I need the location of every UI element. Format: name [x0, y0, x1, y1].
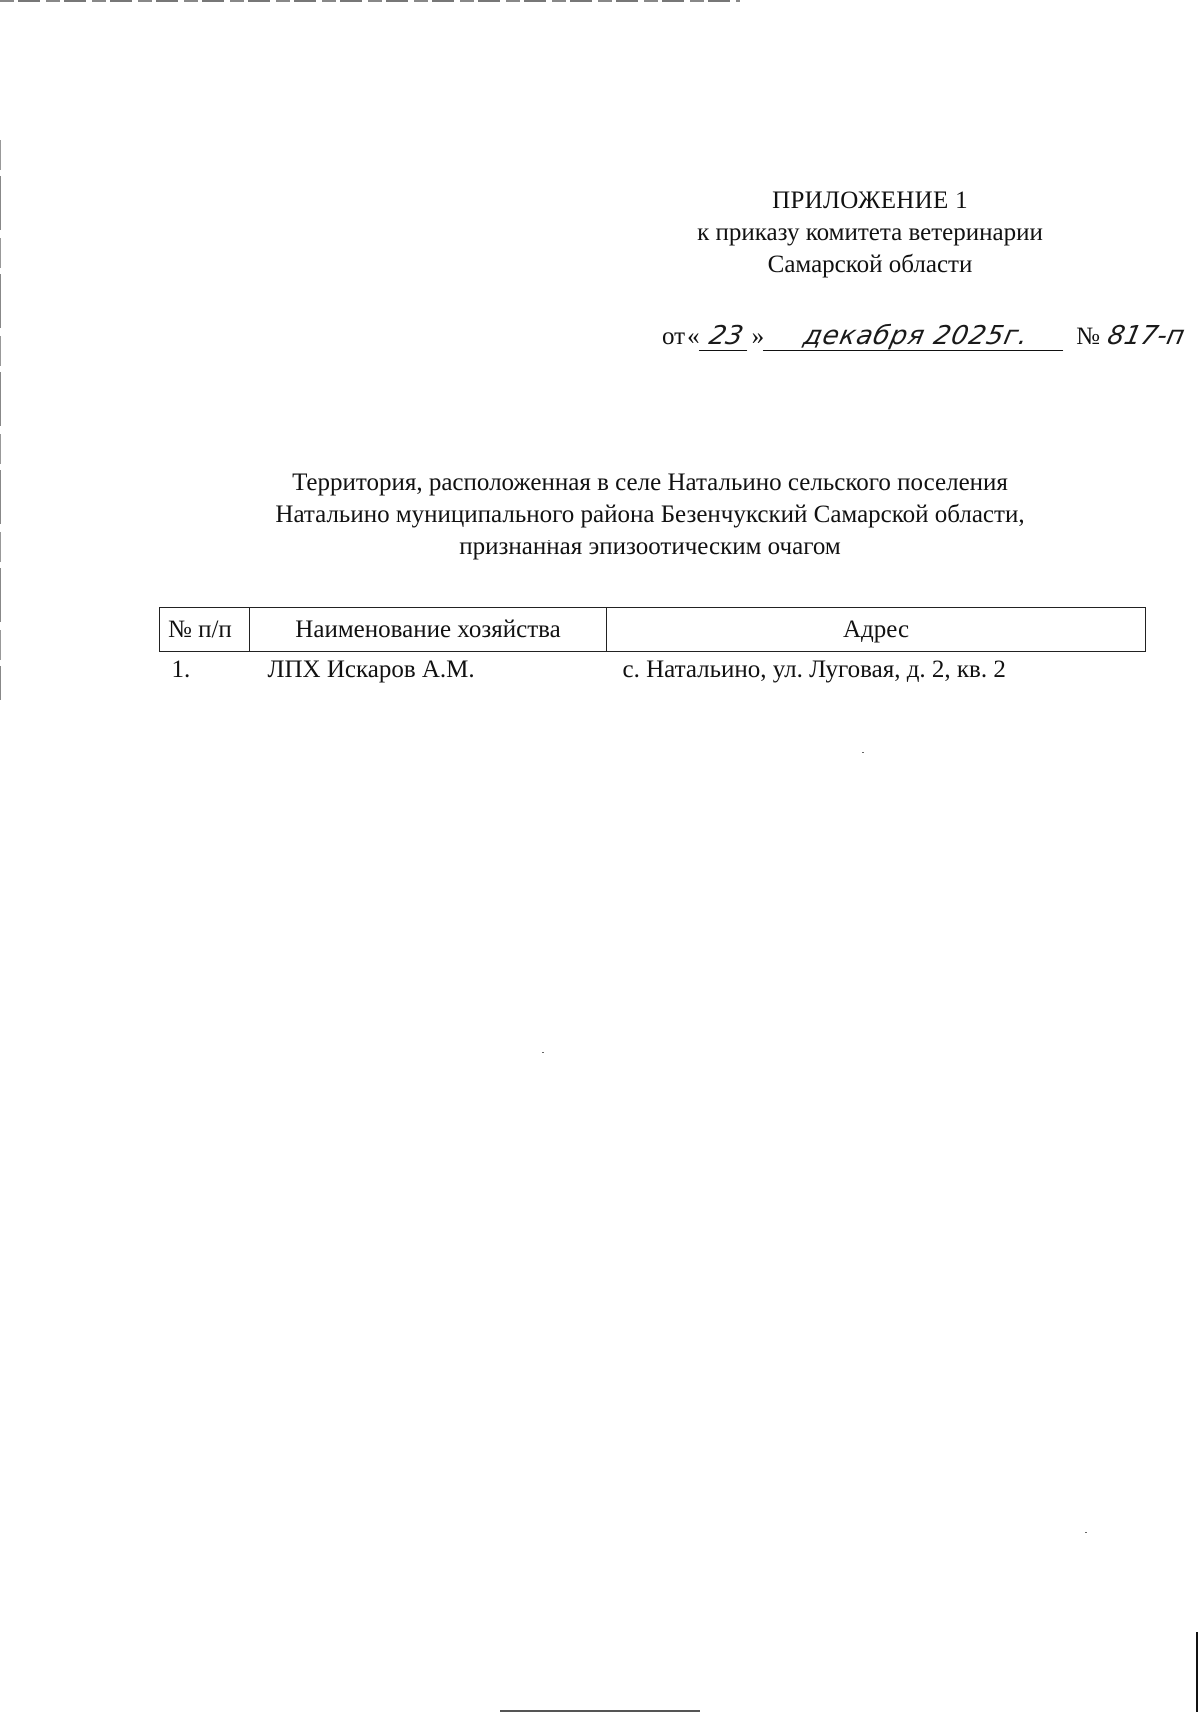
- scan-speck: [862, 752, 864, 753]
- document-heading: [150, 467, 1150, 563]
- order-day-handwritten: 23: [699, 322, 753, 351]
- cell-address: с. Натальино, ул. Луговая, д. 2, кв. 2: [622, 656, 1006, 683]
- cell-farm-name: ЛПХ Искаров А.М.: [267, 656, 475, 683]
- table-header-row: [160, 608, 1146, 652]
- order-reference: [662, 322, 1200, 351]
- scan-edge-artifact-right: [1196, 1632, 1198, 1712]
- table-row: [160, 652, 1146, 689]
- heading-line-3: признанная эпизоотическим очагом: [459, 533, 841, 560]
- farm-registry-table: [159, 607, 1146, 688]
- heading-line-1: Территория, расположенная в селе Натальино сельского поселения: [292, 469, 1008, 496]
- scan-speck: [542, 1052, 544, 1053]
- scan-edge-artifact-left: [0, 140, 1, 700]
- column-header-address: Адрес: [607, 608, 1146, 652]
- column-header-number: № п/п: [160, 608, 250, 652]
- column-header-farm-name: Наименование хозяйства: [250, 608, 607, 652]
- scan-speck: [1085, 1532, 1087, 1533]
- order-number-label: №: [1076, 323, 1100, 350]
- close-quote: »: [751, 323, 765, 350]
- cell-number: 1.: [171, 656, 191, 683]
- appendix-subtitle-line-1: к приказу комитета ветеринарии: [697, 219, 1043, 246]
- order-number-handwritten: 817-п: [1104, 321, 1188, 351]
- open-quote: «: [687, 323, 700, 350]
- appendix-header: [640, 185, 1100, 281]
- appendix-subtitle-line-2: Самарской области: [767, 251, 973, 278]
- order-prefix: от: [662, 323, 686, 350]
- appendix-title: ПРИЛОЖЕНИЕ 1: [772, 187, 968, 214]
- order-month-year-handwritten: декабря 2025г.: [763, 322, 1069, 351]
- heading-line-2: Натальино муниципального района Безенчукский Самарской области,: [275, 501, 1025, 528]
- scan-edge-artifact-top: [0, 0, 740, 2]
